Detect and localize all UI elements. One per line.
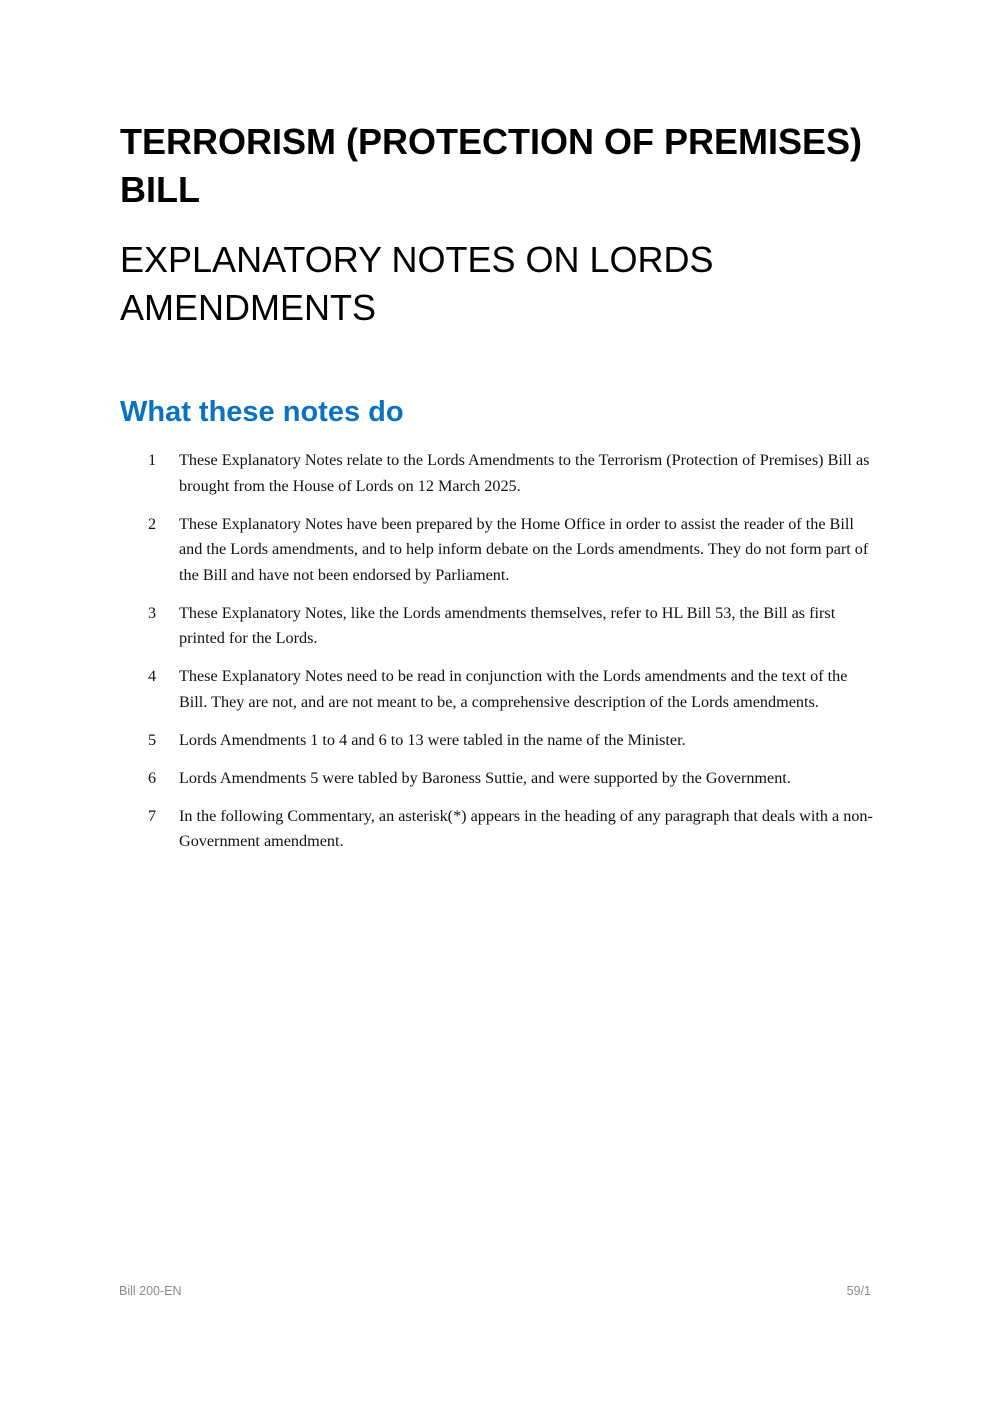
page-footer	[119, 1284, 871, 1298]
section-heading: What these notes do	[120, 396, 404, 428]
note-item	[148, 448, 878, 499]
note-item	[148, 766, 878, 792]
page-number: 59/1	[846, 1284, 871, 1298]
note-item	[148, 512, 878, 589]
note-text: Lords Amendments 1 to 4 and 6 to 13 were tabled in the name of the Minister.	[179, 730, 686, 749]
note-text: These Explanatory Notes relate to the Lords Amendments to the Terrorism (Protection of Premises) Bill as brought from the House of Lords on 12 March 2025.	[179, 451, 870, 495]
note-number: 4	[148, 667, 157, 685]
note-number: 6	[148, 768, 157, 787]
note-text: These Explanatory Notes have been prepared by the Home Office in order to assist the reader of the Bill and the Lords amendments, and to help inform debate on the Lords amendments. They do not form part of the Bill and have not been endorsed by Parliament.	[179, 514, 869, 584]
bill-reference: Bill 200-EN	[119, 1284, 182, 1298]
note-item	[148, 728, 878, 754]
note-text: In the following Commentary, an asterisk(*) appears in the heading of any paragraph that deals with a non-Government amendment.	[179, 806, 873, 850]
note-number: 1	[148, 451, 157, 469]
note-item	[148, 664, 878, 715]
note-number: 7	[148, 806, 157, 825]
document-title: TERRORISM (PROTECTION OF PREMISES) BILL	[120, 121, 863, 210]
note-number: 3	[148, 603, 157, 622]
document-subtitle: EXPLANATORY NOTES ON LORDS AMENDMENTS	[120, 239, 714, 328]
note-text: These Explanatory Notes, like the Lords amendments themselves, refer to HL Bill 53, the Bill as first printed for the Lords.	[179, 603, 836, 647]
note-text: Lords Amendments 5 were tabled by Baroness Suttie, and were supported by the Government.	[179, 768, 791, 787]
notes-list	[148, 448, 878, 867]
note-number: 2	[148, 514, 157, 533]
note-number: 5	[148, 730, 157, 749]
note-item	[148, 804, 878, 855]
note-item	[148, 601, 878, 652]
note-text: These Explanatory Notes need to be read in conjunction with the Lords amendments and the text of the Bill. They are not, and are not meant to be, a comprehensive description of the Lords amendments.	[179, 667, 848, 711]
